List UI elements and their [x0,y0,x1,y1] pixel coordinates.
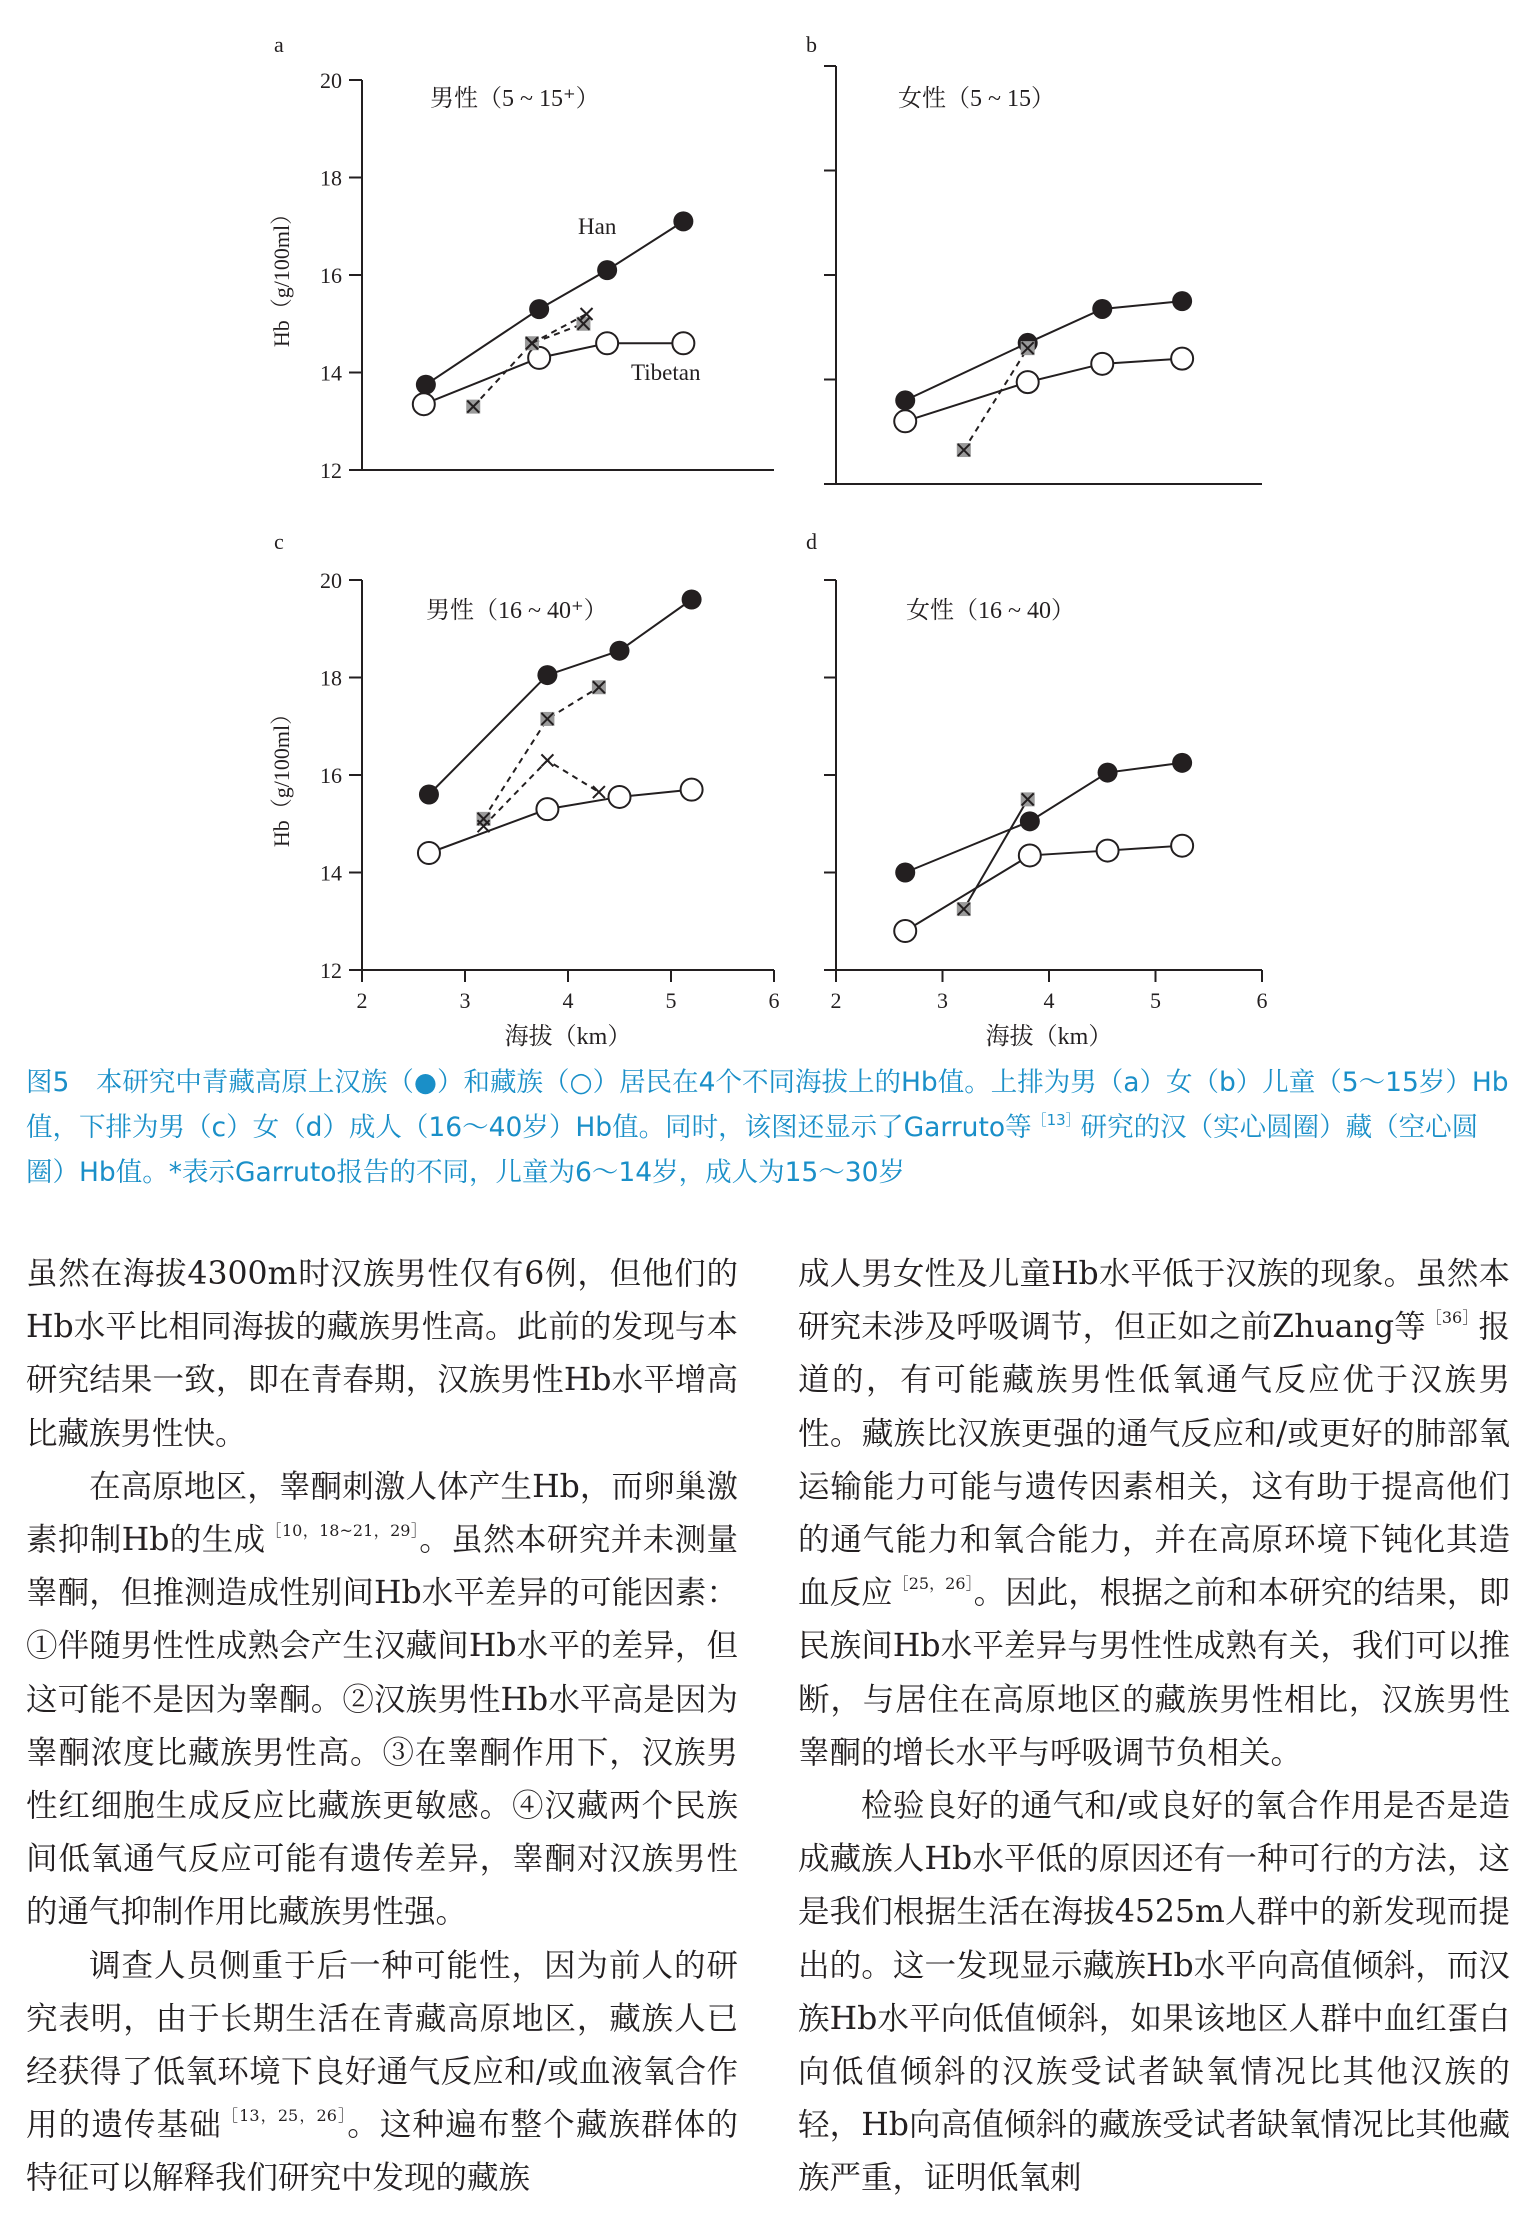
paragraph-text: 在高原地区，睾酮刺激人体产生Hb，而卵巢激素抑制Hb的生成 [26,1468,738,1559]
panel-b-plot [894,291,1193,457]
x-tick-label: 2 [830,988,842,1013]
panel-a [269,32,774,483]
garruto-point [1021,341,1035,355]
panel-a-letter: a [274,32,284,57]
panel-c-title: 男性（16 ~ 40⁺） [426,598,608,624]
panel-b-title: 女性（5 ~ 15） [898,86,1055,112]
y-tick-label: 14 [320,360,342,386]
panel-a-y-ticks [320,68,362,483]
x-tick-label: 4 [1043,988,1055,1013]
series-line [905,301,1182,400]
han-point [1098,763,1118,783]
series-line [473,324,583,407]
figure-5-svg [0,0,1536,1070]
panel-d-y-ticks [824,580,836,970]
y-tick-label: 20 [320,68,342,93]
paragraph: 检验良好的通气和/或良好的氧合作用是否是造成藏族人Hb水平低的原因还有一种可行的方法，这是我们根据生活在海拔4525m人群中的新发现而提出的。这一发现显示藏族Hb水平向高值倾斜，而汉族Hb水平向低值倾斜，如果该地区人群中血红蛋白向低值倾斜的汉族受试者缺氧情况比其他汉族的轻，Hb向高值倾斜的藏族受试者缺氧情况比其他藏族严重，证明低氧刺 [798,1788,1510,2197]
han-point [895,390,915,410]
garruto-point [1021,792,1035,806]
tibetan-point [1017,371,1039,393]
han-point [673,211,693,231]
x-tick-label: 3 [937,988,948,1013]
x-tick-label: 2 [356,988,368,1013]
panel-c-y-label: Hb（g/100ml） [269,702,294,848]
han-point [682,590,702,610]
y-tick-label: 16 [320,763,342,788]
panel-d-x-ticks [831,970,1268,1013]
tibetan-point [1091,353,1113,375]
panel-a-tibetan-label: Tibetan [631,360,701,385]
garruto-point [957,443,971,457]
caption-text: 图5 本研究中青藏高原上汉族（●）和藏族（○）居民在4个不同海拔上的Hb值。上排为男（a）女（b）儿童（5～15岁）Hb值，下排为男（c）女（d）成人（16～40岁）Hb值。同时，该图还显示了Garruto等 [26,1067,1509,1143]
citation: ［13，25，26］ [221,2106,348,2126]
panel-d-plot [894,753,1193,942]
paragraph-text: 。这种遍布整个藏族群体的特征可以解释我们研究中发现的藏族 [26,2107,738,2197]
tibetan-point [413,393,435,415]
han-point [1172,753,1192,773]
han-point [419,785,439,805]
paragraph-text: 成人男女性及儿童Hb水平低于汉族的现象。虽然本研究未涉及呼吸调节，但正如之前Zhuang等 [798,1256,1510,1346]
panel-c-plot [418,590,703,865]
figure-5 [0,0,1536,1070]
tibetan-point [672,332,694,354]
panel-d-x-label: 海拔（km） [985,1024,1113,1050]
tibetan-point [418,842,440,864]
panel-b-y-ticks [824,66,836,484]
han-point [1172,291,1192,311]
garruto-point [957,902,971,916]
han-point [610,641,630,661]
paragraph: 虽然在海拔4300m时汉族男性仅有6例，但他们的Hb水平比相同海拔的藏族男性高。此前的发现与本研究结果一致，即在青春期，汉族男性Hb水平增高比藏族男性快。 [26,1256,738,1452]
y-tick-label: 18 [320,665,342,691]
garruto-point [593,786,605,798]
panel-c-x-ticks [357,970,780,1013]
han-point [537,665,557,685]
caption-citation: ［13］ [1031,1111,1081,1129]
tibetan-point [1019,844,1041,866]
garruto-point [477,812,491,826]
panel-d-letter: d [806,529,817,554]
han-point [529,299,549,319]
y-tick-label: 16 [320,263,342,288]
garruto-point [541,754,553,766]
y-tick-label: 20 [320,568,342,593]
tibetan-point [1171,835,1193,857]
panel-b [806,32,1262,484]
tibetan-point [1171,348,1193,370]
series-line [905,359,1182,422]
panel-d-title: 女性（16 ~ 40） [906,598,1075,624]
garruto-point [466,400,480,414]
caption-text-end: 研究的汉（实心圆圈）藏（空心圆圈）Hb值。*表示Garruto报告的不同，儿童为6～14岁，成人为15～30岁 [26,1112,1479,1188]
x-tick-label: 5 [665,988,677,1013]
series-line [429,600,692,795]
panel-c [269,529,780,1050]
x-tick-label: 4 [562,988,574,1013]
series-line [905,846,1182,931]
panel-d [806,529,1268,1050]
x-tick-label: 3 [459,988,471,1013]
garruto-point [592,680,606,694]
paragraph [26,1940,738,2206]
panel-b-letter: b [806,32,817,57]
y-tick-label: 14 [320,860,342,886]
han-point [1020,811,1040,831]
panel-a-han-label: Han [578,214,617,239]
x-tick-label: 5 [1150,988,1161,1013]
paragraph [26,1461,738,1940]
han-point [895,863,915,883]
tibetan-point [609,786,631,808]
left-column [26,1248,738,2206]
tibetan-point [536,798,558,820]
panel-a-y-label: Hb（g/100ml） [269,202,294,348]
y-tick-label: 18 [320,165,342,191]
citation: ［10，18~21，29］ [265,1521,420,1541]
series-line [905,763,1182,873]
x-tick-label: 6 [1256,988,1268,1013]
garruto-point [540,712,554,726]
panel-a-title: 男性（5 ~ 15⁺） [430,86,600,112]
panel-c-x-label: 海拔（km） [504,1024,632,1050]
paragraph-text: 调查人员侧重于后一种可能性，因为前人的研究表明，由于长期生活在青藏高原地区，藏族人已经获得了低氧环境下良好通气反应和/或血液氧合作用的遗传基础 [26,1947,738,2144]
tibetan-point [1097,840,1119,862]
garruto-point [576,317,590,331]
tibetan-point [596,332,618,354]
paragraph-text: 。因此，根据之前和本研究的结果，即民族间Hb水平差异与男性性成熟有关，我们可以推断，与居住在高原地区的藏族男性相比，汉族男性睾酮的增长水平与呼吸调节负相关。 [798,1575,1510,1771]
series-line [429,790,692,853]
x-tick-label: 6 [768,988,780,1013]
paragraph-text: 。虽然本研究并未测量睾酮，但推测造成性别间Hb水平差异的可能因素：①伴随男性性成熟会产生汉藏间Hb水平的差异，但这可能不是因为睾酮。②汉族男性Hb水平高是因为睾酮浓度比藏族男性高。③在睾酮作用下，汉族男性红细胞生成反应比藏族更敏感。④汉藏两个民族间低氧通气反应可能有遗传差异，睾酮对汉族男性的通气抑制作用比藏族男性强。 [26,1522,738,1931]
tibetan-point [681,779,703,801]
panel-c-y-ticks [320,568,362,983]
y-tick-label: 12 [320,458,342,483]
right-column [798,1248,1510,2206]
tibetan-point [894,920,916,942]
paragraph [798,1248,1510,1780]
paragraph-text: 报道的，有可能藏族男性低氧通气反应优于汉族男性。藏族比汉族更强的通气反应和/或更好的肺部氧运输能力可能与遗传因素相关，这有助于提高他们的通气能力和氧合能力，并在高原环境下钝化其造血反应 [798,1309,1510,1612]
tibetan-point [894,410,916,432]
han-point [597,260,617,280]
citation: ［36］ [1425,1308,1479,1328]
panel-c-letter: c [274,529,284,554]
han-point [416,375,436,395]
figure-caption [26,1060,1514,1195]
y-tick-label: 12 [320,958,342,983]
citation: ［25，26］ [892,1574,974,1594]
han-point [1092,299,1112,319]
